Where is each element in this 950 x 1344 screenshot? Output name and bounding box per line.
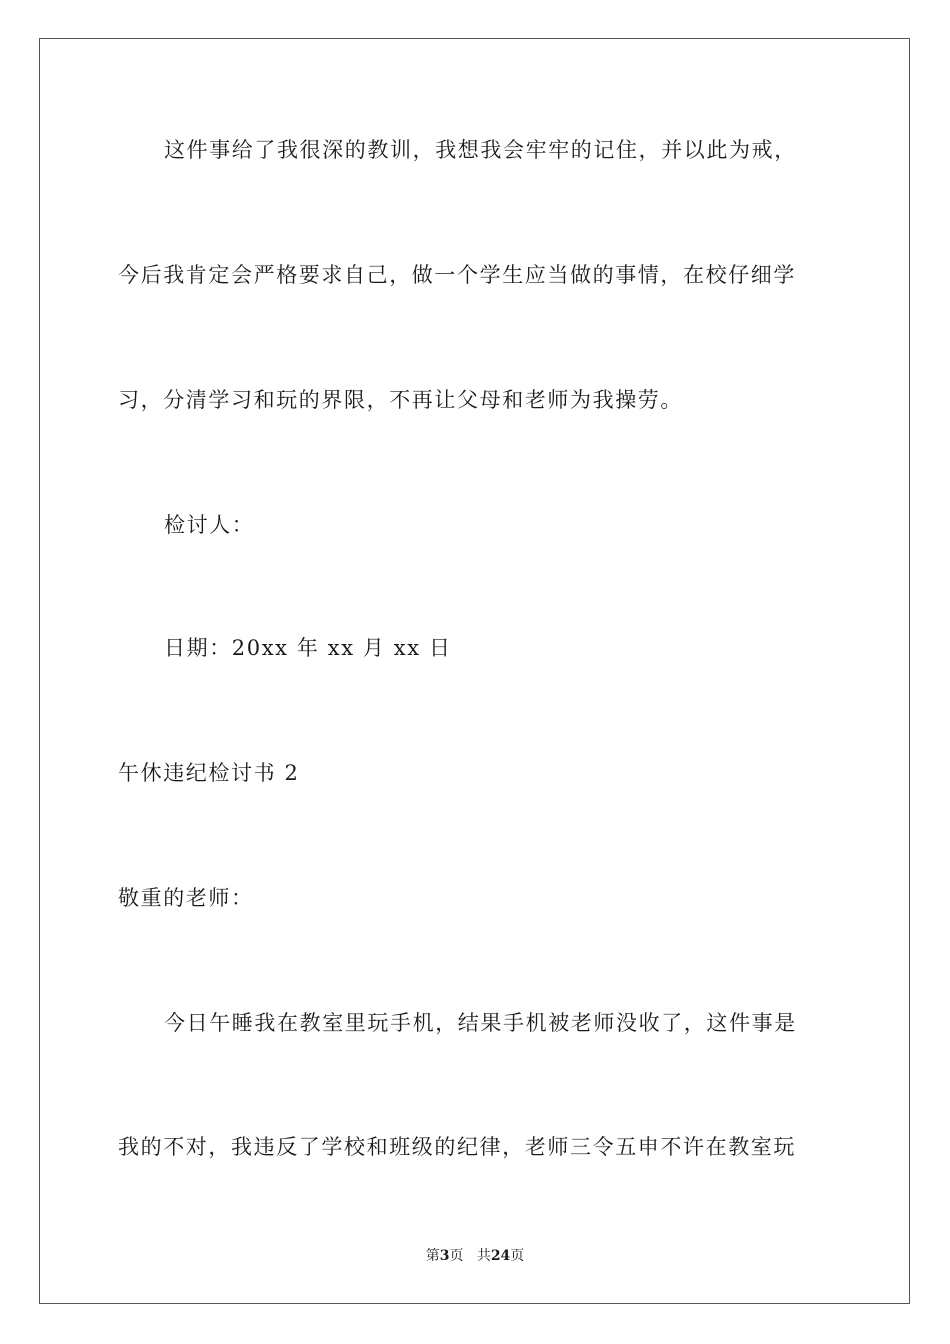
date-line: 日期：20xx 年 xx 月 xx 日 xyxy=(164,636,452,660)
footer-total-prefix: 共 xyxy=(476,1248,491,1264)
section-title: 午休违纪检讨书 2 xyxy=(118,761,300,785)
footer-page-prefix: 第 xyxy=(425,1248,440,1264)
footer-page-number: 3 xyxy=(439,1248,450,1264)
page-border xyxy=(39,38,910,1304)
paragraph-line-5: 我的不对，我违反了学校和班级的纪律，老师三令五申不许在教室玩 xyxy=(118,1135,796,1159)
paragraph-line-4: 今日午睡我在教室里玩手机，结果手机被老师没收了，这件事是 xyxy=(164,1011,797,1035)
paragraph-line-1: 这件事给了我很深的教训，我想我会牢牢的记住，并以此为戒， xyxy=(164,138,797,162)
page-footer xyxy=(0,1246,950,1266)
paragraph-line-2: 今后我肯定会严格要求自己，做一个学生应当做的事情，在校仔细学 xyxy=(118,263,796,287)
footer-page-suffix: 页 xyxy=(449,1248,464,1264)
paragraph-line-3: 习，分清学习和玩的界限，不再让父母和老师为我操劳。 xyxy=(118,388,683,412)
footer-total-pages: 24 xyxy=(490,1248,511,1264)
signer-label: 检讨人： xyxy=(164,513,255,537)
footer-total-suffix: 页 xyxy=(510,1248,525,1264)
salutation: 敬重的老师： xyxy=(118,886,254,910)
